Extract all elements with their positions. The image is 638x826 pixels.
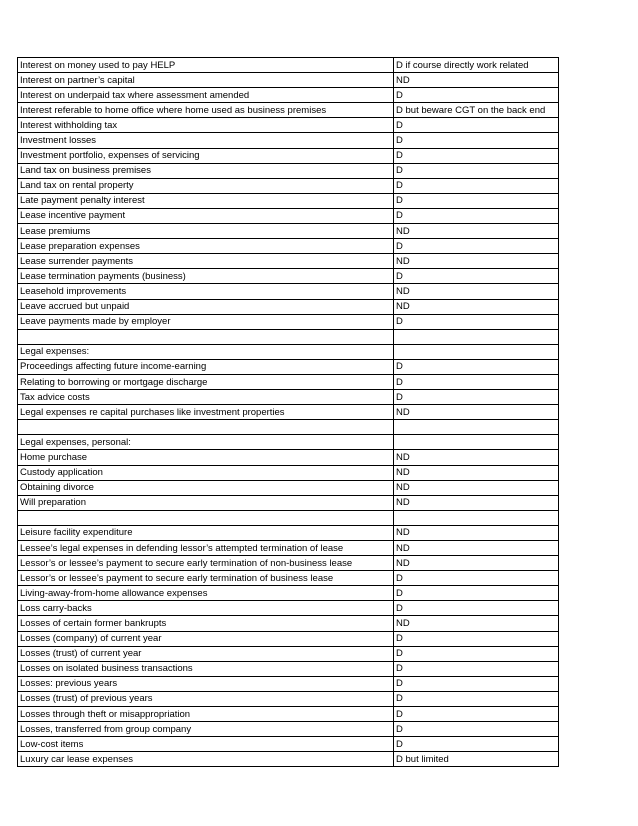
table-row xyxy=(18,284,559,299)
deductibility-cell: ND xyxy=(394,616,559,631)
deductions-table xyxy=(17,57,559,767)
expense-item-cell: Lessor’s or lessee’s payment to secure early termination of business lease xyxy=(18,571,394,586)
table-row xyxy=(18,118,559,133)
table-row xyxy=(18,525,559,540)
deductibility-cell: D xyxy=(394,646,559,661)
table-row xyxy=(18,435,559,450)
expense-item-cell: Lessor’s or lessee’s payment to secure early termination of non-business lease xyxy=(18,556,394,571)
expense-item-cell: Leave payments made by employer xyxy=(18,314,394,329)
deductibility-cell: D xyxy=(394,133,559,148)
deductibility-cell: D xyxy=(394,359,559,374)
expense-item-cell: Obtaining divorce xyxy=(18,480,394,495)
table-row xyxy=(18,329,559,344)
table-row xyxy=(18,541,559,556)
expense-item-cell: Loss carry-backs xyxy=(18,601,394,616)
table-row xyxy=(18,646,559,661)
expense-item-cell: Lease premiums xyxy=(18,224,394,239)
deductibility-cell: ND xyxy=(394,284,559,299)
deductibility-cell: D xyxy=(394,707,559,722)
table-row xyxy=(18,510,559,525)
deductibility-cell xyxy=(394,344,559,359)
table-row xyxy=(18,601,559,616)
table-row xyxy=(18,208,559,223)
deductibility-cell: D xyxy=(394,88,559,103)
deductibility-cell: D xyxy=(394,661,559,676)
table-row xyxy=(18,193,559,208)
expense-item-cell xyxy=(18,329,394,344)
deductibility-cell xyxy=(394,435,559,450)
table-row xyxy=(18,586,559,601)
deductibility-cell: D xyxy=(394,691,559,706)
expense-item-cell: Losses (trust) of current year xyxy=(18,646,394,661)
expense-item-cell: Home purchase xyxy=(18,450,394,465)
deductibility-cell: ND xyxy=(394,254,559,269)
table-row xyxy=(18,224,559,239)
deductibility-cell: D xyxy=(394,722,559,737)
deductibility-cell: D xyxy=(394,193,559,208)
deductibility-cell: ND xyxy=(394,495,559,510)
table-row xyxy=(18,103,559,118)
deductibility-cell: D but limited xyxy=(394,752,559,767)
deductibility-cell: ND xyxy=(394,405,559,420)
expense-item-cell: Lease surrender payments xyxy=(18,254,394,269)
deductibility-cell: D xyxy=(394,178,559,193)
deductibility-cell: D xyxy=(394,571,559,586)
deductibility-cell: D xyxy=(394,390,559,405)
table-row xyxy=(18,465,559,480)
expense-item-cell: Losses of certain former bankrupts xyxy=(18,616,394,631)
table-row xyxy=(18,752,559,767)
table-row xyxy=(18,88,559,103)
deductibility-cell: D xyxy=(394,631,559,646)
table-row xyxy=(18,420,559,435)
table-row xyxy=(18,707,559,722)
deductibility-cell: ND xyxy=(394,556,559,571)
deductibility-cell: D xyxy=(394,239,559,254)
expense-item-cell: Legal expenses: xyxy=(18,344,394,359)
table-row xyxy=(18,495,559,510)
table-row xyxy=(18,344,559,359)
expense-item-cell: Leasehold improvements xyxy=(18,284,394,299)
deductibility-cell: ND xyxy=(394,525,559,540)
expense-item-cell: Lease incentive payment xyxy=(18,208,394,223)
table-row xyxy=(18,314,559,329)
table-row xyxy=(18,73,559,88)
table-row xyxy=(18,390,559,405)
table-row xyxy=(18,58,559,73)
expense-item-cell: Losses (trust) of previous years xyxy=(18,691,394,706)
table-row xyxy=(18,133,559,148)
deductibility-cell: ND xyxy=(394,299,559,314)
expense-item-cell: Investment losses xyxy=(18,133,394,148)
expense-item-cell: Luxury car lease expenses xyxy=(18,752,394,767)
expense-item-cell: Losses: previous years xyxy=(18,676,394,691)
deductibility-cell xyxy=(394,510,559,525)
expense-item-cell: Interest referable to home office where home used as business premises xyxy=(18,103,394,118)
deductibility-cell: D xyxy=(394,148,559,163)
expense-item-cell: Lease preparation expenses xyxy=(18,239,394,254)
table-row xyxy=(18,374,559,389)
deductibility-cell: D xyxy=(394,208,559,223)
expense-item-cell: Lessee’s legal expenses in defending lessor’s attempted termination of lease xyxy=(18,541,394,556)
expense-item-cell: Losses through theft or misappropriation xyxy=(18,707,394,722)
deductibility-cell: D xyxy=(394,586,559,601)
expense-item-cell xyxy=(18,510,394,525)
table-row xyxy=(18,556,559,571)
expense-item-cell: Land tax on rental property xyxy=(18,178,394,193)
expense-item-cell: Legal expenses re capital purchases like investment properties xyxy=(18,405,394,420)
deductibility-cell: D if course directly work related xyxy=(394,58,559,73)
expense-item-cell: Land tax on business premises xyxy=(18,163,394,178)
deductibility-cell xyxy=(394,329,559,344)
expense-item-cell: Losses on isolated business transactions xyxy=(18,661,394,676)
table-row xyxy=(18,691,559,706)
deductibility-cell: D xyxy=(394,118,559,133)
deductibility-cell: D xyxy=(394,269,559,284)
expense-item-cell: Leisure facility expenditure xyxy=(18,525,394,540)
expense-item-cell: Interest on partner’s capital xyxy=(18,73,394,88)
table-row xyxy=(18,480,559,495)
table-row xyxy=(18,299,559,314)
table-row xyxy=(18,616,559,631)
table-row xyxy=(18,676,559,691)
deductibility-cell xyxy=(394,420,559,435)
deductibility-cell: ND xyxy=(394,450,559,465)
expense-item-cell: Losses, transferred from group company xyxy=(18,722,394,737)
expense-item-cell: Custody application xyxy=(18,465,394,480)
table-row xyxy=(18,405,559,420)
table-row xyxy=(18,737,559,752)
expense-item-cell: Proceedings affecting future income-earning xyxy=(18,359,394,374)
deductibility-cell: ND xyxy=(394,465,559,480)
deductibility-cell: D xyxy=(394,737,559,752)
deductibility-cell: D xyxy=(394,314,559,329)
table-row xyxy=(18,148,559,163)
expense-item-cell: Tax advice costs xyxy=(18,390,394,405)
deductibility-cell: D xyxy=(394,676,559,691)
expense-item-cell: Late payment penalty interest xyxy=(18,193,394,208)
expense-item-cell: Lease termination payments (business) xyxy=(18,269,394,284)
expense-item-cell: Interest on underpaid tax where assessment amended xyxy=(18,88,394,103)
expense-item-cell: Leave accrued but unpaid xyxy=(18,299,394,314)
expense-item-cell: Losses (company) of current year xyxy=(18,631,394,646)
expense-item-cell: Will preparation xyxy=(18,495,394,510)
table-row xyxy=(18,450,559,465)
deductibility-cell: D xyxy=(394,163,559,178)
expense-item-cell: Living-away-from-home allowance expenses xyxy=(18,586,394,601)
table-row xyxy=(18,163,559,178)
table-row xyxy=(18,269,559,284)
expense-item-cell: Legal expenses, personal: xyxy=(18,435,394,450)
expense-item-cell: Relating to borrowing or mortgage discharge xyxy=(18,374,394,389)
expense-item-cell: Low-cost items xyxy=(18,737,394,752)
expense-item-cell: Investment portfolio, expenses of servicing xyxy=(18,148,394,163)
table-row xyxy=(18,239,559,254)
table-row xyxy=(18,722,559,737)
table-row xyxy=(18,631,559,646)
deductibility-cell: ND xyxy=(394,73,559,88)
deductibility-cell: ND xyxy=(394,541,559,556)
table-row xyxy=(18,178,559,193)
expense-item-cell xyxy=(18,420,394,435)
deductibility-cell: D xyxy=(394,601,559,616)
deductibility-cell: ND xyxy=(394,480,559,495)
deductibility-cell: D xyxy=(394,374,559,389)
table-row xyxy=(18,359,559,374)
deductibility-cell: D but beware CGT on the back end xyxy=(394,103,559,118)
table-row xyxy=(18,254,559,269)
deductions-table-body xyxy=(18,58,559,767)
deductibility-cell: ND xyxy=(394,224,559,239)
expense-item-cell: Interest on money used to pay HELP xyxy=(18,58,394,73)
table-row xyxy=(18,571,559,586)
table-row xyxy=(18,661,559,676)
expense-item-cell: Interest withholding tax xyxy=(18,118,394,133)
